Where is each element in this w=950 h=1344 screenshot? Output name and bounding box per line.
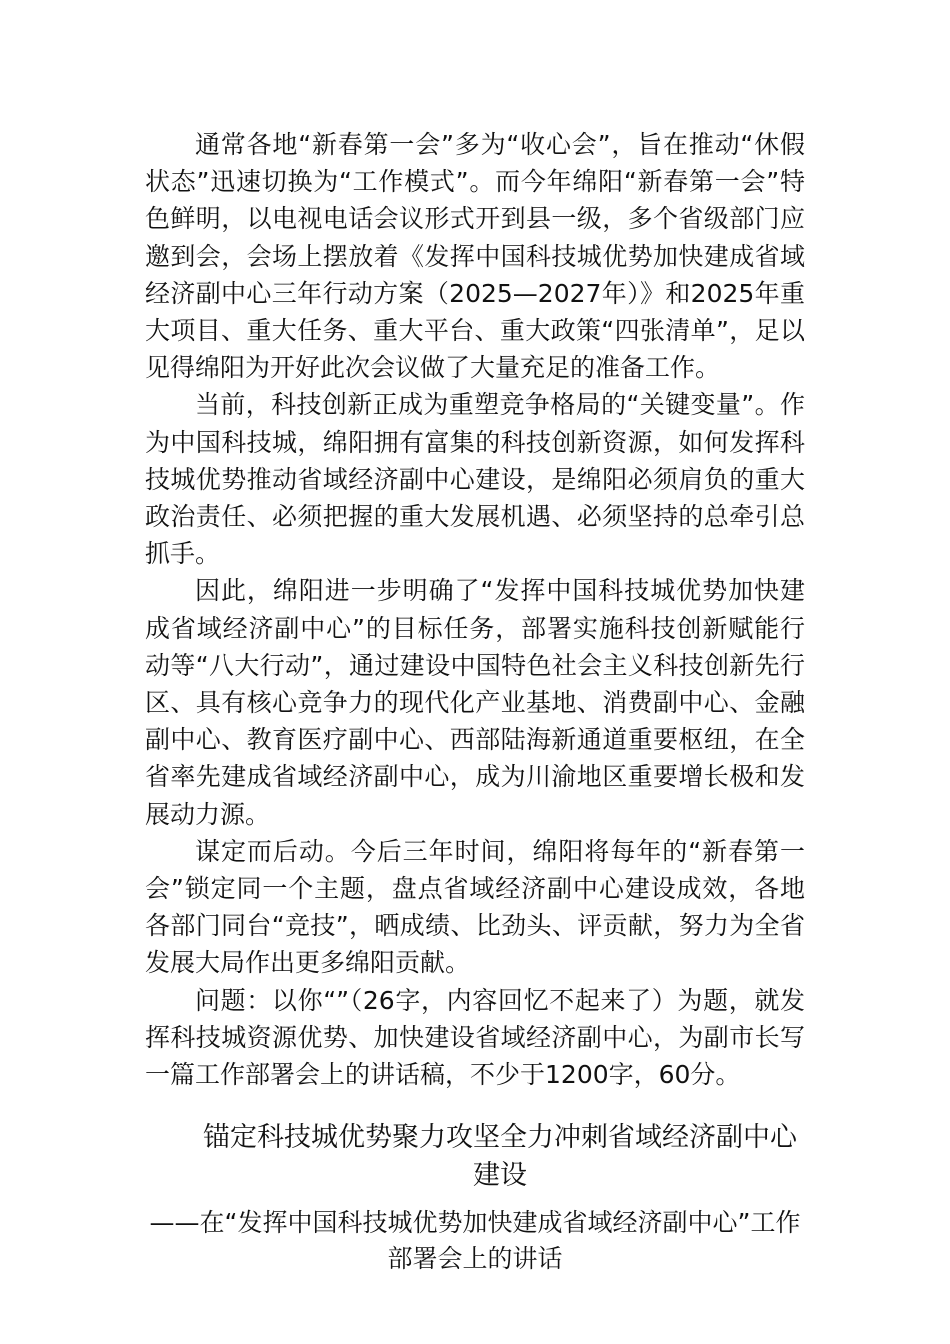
speech-title: 锚定科技城优势聚力攻坚全力冲刺省域经济副中心建设 — [203, 1122, 797, 1192]
document-page — [145, 126, 805, 1277]
question-paragraph: 问题：以你“”（26字，内容回忆不起来了）为题，就发挥科技城资源优势、加快建设省域经济副中心，为副市长写一篇工作部署会上的讲话稿，不少于1200字，60分。 — [145, 985, 805, 1090]
paragraph-4: 谋定而后动。今后三年时间，绵阳将每年的“新春第一会”锁定同一个主题，盘点省域经济副中心建设成效，各地各部门同台“竞技”，晒成绩、比劲头、评贡献，努力为全省发展大局作出更多绵阳贡献。 — [145, 836, 805, 978]
paragraph-1: 通常各地“新春第一会”多为“收心会”，旨在推动“休假状态”迅速切换为“工作模式”。而今年绵阳“新春第一会”特色鲜明，以电视电话会议形式开到县一级，多个省级部门应邀到会，会场上摆放着《发挥中国科技城优势加快建成省域经济副中心三年行动方案（2025—2027年）》和2025年重大项目、重大任务、重大平台、重大政策“四张清单”，足以见得绵阳为开好此次会议做了大量充足的准备工作。 — [145, 130, 805, 383]
speech-subtitle: ——在“发挥中国科技城优势加快建成省域经济副中心”工作部署会上的讲话 — [149, 1208, 801, 1274]
paragraph-3: 因此，绵阳进一步明确了“发挥中国科技城优势加快建成省域经济副中心”的目标任务，部署实施科技创新赋能行动等“八大行动”，通过建设中国特色社会主义科技创新先行区、具有核心竞争力的现代化产业基地、消费副中心、金融副中心、教育医疗副中心、西部陆海新通道重要枢纽，在全省率先建成省域经济副中心，成为川渝地区重要增长极和发展动力源。 — [145, 576, 805, 829]
paragraph-2: 当前，科技创新正成为重塑竞争格局的“关键变量”。作为中国科技城，绵阳拥有富集的科技创新资源，如何发挥科技城优势推动省域经济副中心建设，是绵阳必须肩负的重大政治责任、必须把握的重大发展机遇、必须坚持的总牵引总抓手。 — [145, 390, 805, 569]
